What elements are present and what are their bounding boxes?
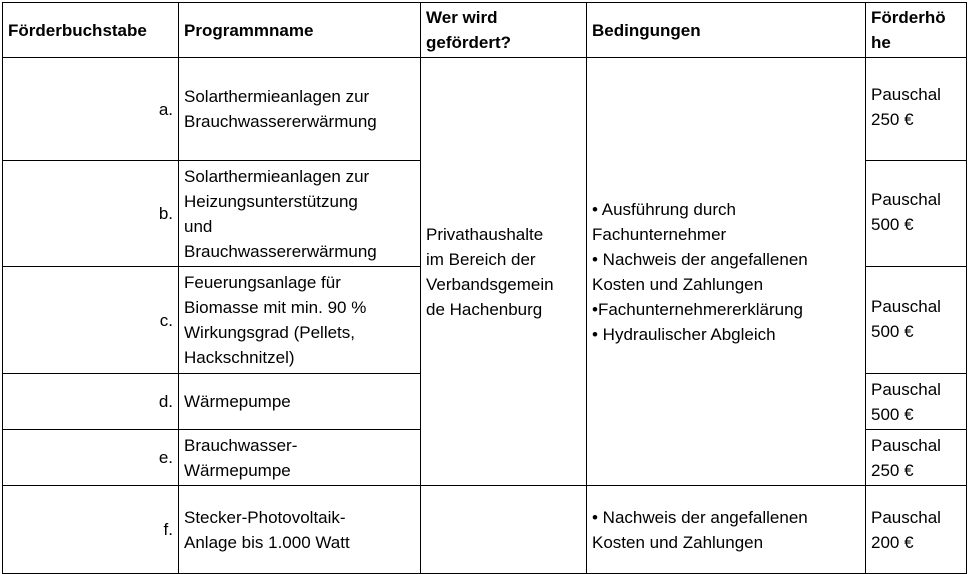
program-name: [179, 58, 421, 161]
amount-line: Pauschal: [871, 508, 941, 527]
program-line: Anlage bis 1.000 Watt: [184, 532, 350, 552]
amount-cell: [866, 430, 967, 486]
condition-line: •Fachunternehmererklärung: [592, 299, 804, 319]
condition-line: • Hydraulischer Abgleich: [592, 324, 776, 344]
program-line: und: [184, 216, 213, 236]
who-line: Privathaushalte: [426, 224, 544, 244]
amount-cell: [866, 267, 967, 374]
row-letter: e.: [3, 430, 179, 486]
conditions-cell: [587, 486, 866, 574]
amount-cell: [866, 486, 967, 574]
amount-line: Pauschal: [871, 297, 941, 316]
program-name: [179, 374, 421, 430]
amount-line: 250 €: [871, 110, 914, 129]
table-row: [3, 486, 967, 574]
funding-table: [2, 2, 967, 574]
who-line: Verbandsgemein: [426, 274, 554, 294]
amount-line: 500 €: [871, 215, 914, 234]
who-cell-empty: [421, 486, 587, 574]
amount-cell: [866, 58, 967, 161]
amount-cell: [866, 161, 967, 267]
program-name: [179, 267, 421, 374]
condition-line: Fachunternehmer: [592, 224, 727, 244]
program-line: Hackschnitzel): [184, 348, 295, 367]
amount-line: Pauschal: [871, 436, 941, 455]
amount-line: Pauschal: [871, 380, 941, 399]
header-who-line: gefördert?: [426, 33, 511, 52]
program-line: Biomasse mit min. 90 %: [184, 298, 367, 317]
program-line: Wärmepumpe: [184, 392, 291, 411]
who-cell: [421, 58, 587, 486]
header-program: Programmname: [179, 3, 421, 58]
program-line: Wärmepumpe: [184, 460, 291, 480]
program-line: Feuerungsanlage für: [184, 273, 341, 292]
row-letter: a.: [3, 58, 179, 161]
condition-line: • Nachweis der angefallenen: [592, 507, 808, 527]
who-line: im Bereich der: [426, 249, 536, 269]
row-letter: c.: [3, 267, 179, 374]
condition-line: • Nachweis der angefallenen: [592, 249, 808, 269]
header-amount-line: he: [871, 33, 891, 52]
program-line: Solarthermieanlagen zur: [184, 166, 370, 186]
header-row: [3, 3, 967, 58]
amount-line: 500 €: [871, 405, 914, 424]
amount-line: 250 €: [871, 461, 914, 480]
header-amount-line: Förderhö: [871, 8, 946, 27]
conditions-cell: [587, 58, 866, 486]
program-name: [179, 486, 421, 574]
amount-line: 500 €: [871, 322, 914, 341]
amount-line: 200 €: [871, 533, 914, 552]
header-who: [421, 3, 587, 58]
program-name: [179, 161, 421, 267]
condition-line: Kosten und Zahlungen: [592, 532, 764, 552]
program-line: Solarthermieanlagen zur: [184, 87, 370, 106]
header-amount: [866, 3, 967, 58]
row-letter: f.: [3, 486, 179, 574]
program-line: Stecker-Photovoltaik-: [184, 507, 346, 527]
who-line: de Hachenburg: [426, 299, 543, 319]
program-line: Brauchwassererwärmung: [184, 241, 377, 261]
program-name: [179, 430, 421, 486]
amount-line: Pauschal: [871, 85, 941, 104]
table-row: [3, 58, 967, 161]
condition-line: Kosten und Zahlungen: [592, 274, 764, 294]
condition-line: • Ausführung durch: [592, 199, 736, 219]
header-conditions: Bedingungen: [587, 3, 866, 58]
row-letter: b.: [3, 161, 179, 267]
program-line: Brauchwassererwärmung: [184, 112, 377, 131]
program-line: Wirkungsgrad (Pellets,: [184, 323, 356, 342]
header-letter: Förderbuchstabe: [3, 3, 179, 58]
amount-line: Pauschal: [871, 190, 941, 209]
row-letter: d.: [3, 374, 179, 430]
program-line: Heizungsunterstützung: [184, 191, 358, 211]
program-line: Brauchwasser-: [184, 435, 298, 455]
header-who-line: Wer wird: [426, 8, 498, 27]
amount-cell: [866, 374, 967, 430]
